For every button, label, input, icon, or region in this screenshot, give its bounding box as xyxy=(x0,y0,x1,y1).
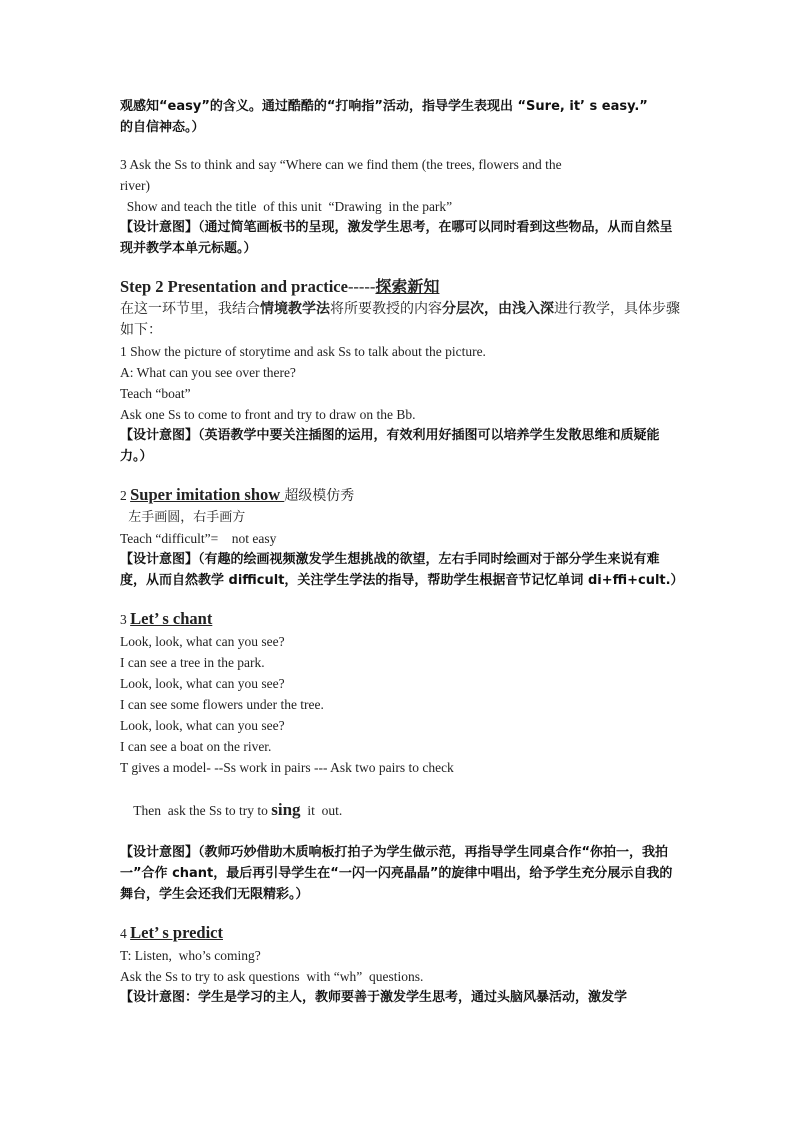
step2-s1-line-3: Teach “boat” xyxy=(120,386,191,401)
step2-title-zh: 探索新知 xyxy=(375,277,440,296)
step2-intro-a: 在这一环节里，我结合 xyxy=(120,301,260,317)
show-num: 2 xyxy=(120,488,131,503)
chant-design-intent: 【设计意图】（教师巧妙借助木质响板打拍子为学生做示范，再指导学生同桌合作“你拍一，我拍一”合作 chant，最后再引导学生在“一闪一闪亮晶晶”的旋律中唱出，给予学生充分展示自我的舞台，学生会还我们无限精彩。） xyxy=(120,845,673,902)
show-line-1: 左手画圆，右手画方 xyxy=(120,510,246,525)
step2-title-dash: ----- xyxy=(347,277,376,296)
chant-line: Look, look, what can you see? xyxy=(120,676,285,691)
chant-last-c: it out. xyxy=(300,803,343,818)
step2-title-en: Step 2 Presentation and practice xyxy=(120,277,348,296)
item3-line-2: river) xyxy=(120,178,150,193)
chant-sing-word: sing xyxy=(271,800,301,819)
predict-num: 4 xyxy=(120,926,131,941)
chant-heading xyxy=(120,607,680,631)
predict-line-1: T: Listen, who’s coming? xyxy=(120,948,261,963)
document-page xyxy=(120,96,684,1008)
item3-line-3: Show and teach the title of this unit “Drawing in the park” xyxy=(120,199,453,214)
chant-line: I can see some flowers under the tree. xyxy=(120,697,324,712)
step2-intro-c: 将所要教授的内容 xyxy=(330,301,442,317)
chant-last-a: Then ask the Ss to try to xyxy=(133,803,272,818)
step2-s1-line-4: Ask one Ss to come to front and try to draw on the Bb. xyxy=(120,407,416,422)
item3-design-intent: 【设计意图】（通过简笔画板书的呈现，激发学生思考，在哪可以同时看到这些物品，从而自然呈现并教学本单元标题。） xyxy=(120,220,673,256)
chant-line: Look, look, what can you see? xyxy=(120,634,285,649)
show-title-zh: 超级模仿秀 xyxy=(284,488,355,504)
chant-line: I can see a tree in the park. xyxy=(120,655,265,670)
intro-line-2: 的自信神态。） xyxy=(120,120,205,135)
predict-design-intent: 【设计意图：学生是学习的主人，教师要善于激发学生思考，通过头脑风暴活动，激发学 xyxy=(120,990,628,1005)
show-heading xyxy=(120,483,680,507)
chant-num: 3 xyxy=(120,612,131,627)
step2-heading xyxy=(120,275,680,299)
step2-intro xyxy=(120,299,680,341)
show-design-intent: 【设计意图】（有趣的绘画视频激发学生想挑战的欲望，左右手同时绘画对于部分学生来说有难度，从而自然教学 difficult，关注学生学法的指导，帮助学生根据音节记忆单词 di+ffi+cult.） xyxy=(120,552,684,588)
show-title: Super imitation show xyxy=(130,485,285,504)
chant-line: I can see a boat on the river. xyxy=(120,739,272,754)
item3-line-1: 3 Ask the Ss to think and say “Where can we find them (the trees, flowers and the xyxy=(120,157,562,172)
step2-intro-e: 进行教学，具体步骤如下： xyxy=(120,301,680,338)
chant-line: T gives a model- --Ss work in pairs --- Ask two pairs to check xyxy=(120,760,454,775)
step2-s1-line-1: 1 Show the picture of storytime and ask Ss to talk about the picture. xyxy=(120,344,486,359)
chant-title: Let’ s chant xyxy=(130,609,213,628)
predict-heading xyxy=(120,921,680,945)
step2-intro-d: 分层次，由浅入深 xyxy=(442,301,554,317)
chant-line: Look, look, what can you see? xyxy=(120,718,285,733)
step2-s1-line-2: A: What can you see over there? xyxy=(120,365,296,380)
predict-line-2: Ask the Ss to try to ask questions with “wh” questions. xyxy=(120,969,424,984)
step2-s1-design-intent: 【设计意图】（英语教学中要关注插图的运用，有效利用好插图可以培养学生发散思维和质疑能力。） xyxy=(120,428,660,464)
step2-intro-b: 情境教学法 xyxy=(260,301,330,317)
chant-last-line xyxy=(120,778,680,842)
show-line-2: Teach “difficult”= not easy xyxy=(120,531,277,546)
predict-title: Let’ s predict xyxy=(130,923,223,942)
intro-line-1: 观感知“easy”的含义。通过酷酷的“打响指”活动，指导学生表现出 “Sure, it’ s easy.” xyxy=(120,99,648,114)
